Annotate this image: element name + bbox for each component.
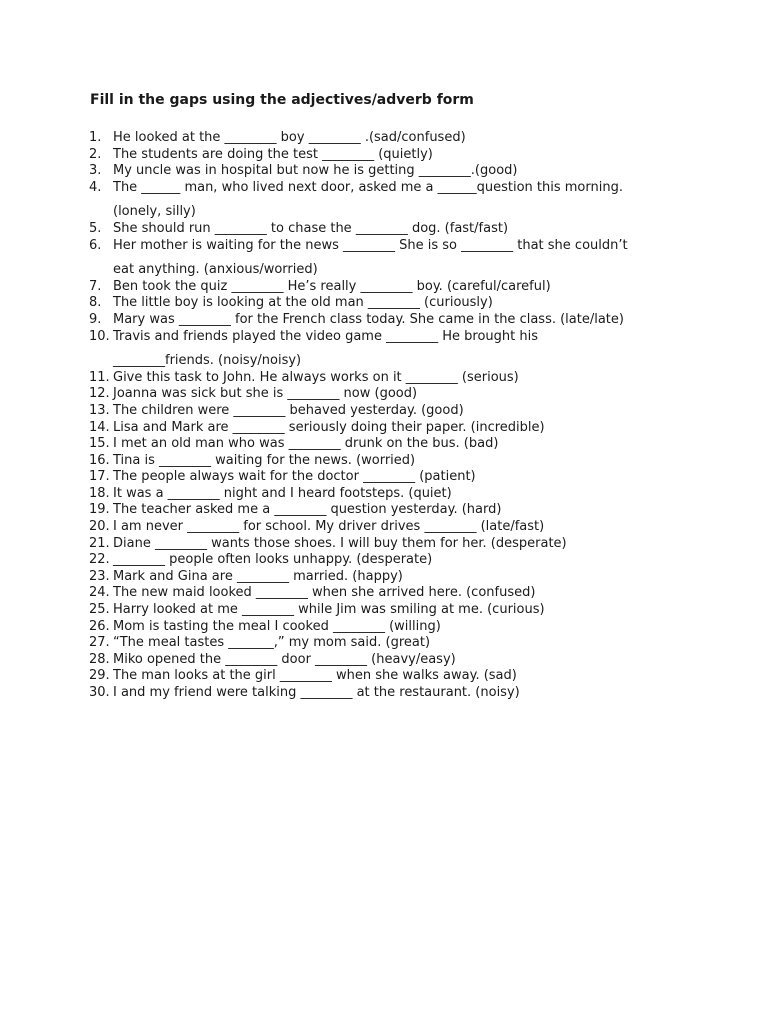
item-number: 22. <box>89 552 110 568</box>
item-number: 10. <box>89 328 110 344</box>
item-text: Joanna was sick but she is ________ now (good) <box>113 386 418 402</box>
list-item <box>89 469 689 486</box>
list-item <box>89 519 689 536</box>
item-text-continued: ________friends. (noisy/noisy) <box>113 353 302 369</box>
item-text: He looked at the ________ boy ________ .(sad/confused) <box>113 130 466 145</box>
item-text-wrapper <box>113 486 689 503</box>
list-item <box>89 420 689 437</box>
item-text: Give this task to John. He always works on it ________ (serious) <box>113 369 519 385</box>
item-number: 25. <box>89 602 110 618</box>
item-number: 13. <box>89 402 110 418</box>
item-text-wrapper <box>113 386 689 403</box>
item-text-wrapper <box>113 312 689 329</box>
list-item <box>89 619 689 636</box>
item-text: The teacher asked me a ________ question yesterday. (hard) <box>113 502 502 518</box>
item-text: Mom is tasting the meal I cooked ________ (willing) <box>113 618 441 634</box>
item-text: The students are doing the test ________ (quietly) <box>113 146 433 162</box>
list-item <box>89 147 689 164</box>
list-item <box>89 403 689 420</box>
list-item <box>89 486 689 503</box>
item-number: 17. <box>89 469 110 485</box>
item-text-wrapper <box>113 163 689 180</box>
item-text: The new maid looked ________ when she arrived here. (confused) <box>113 585 536 601</box>
list-item <box>89 238 689 279</box>
item-text-wrapper <box>113 469 689 486</box>
item-text: The little boy is looking at the old man ________ (curiously) <box>113 295 493 311</box>
item-text: Lisa and Mark are ________ seriously doing their paper. (incredible) <box>113 419 545 435</box>
item-text-wrapper <box>113 536 689 553</box>
item-number: 23. <box>89 568 110 584</box>
item-text-wrapper <box>113 238 689 279</box>
list-item <box>89 453 689 470</box>
item-number: 2. <box>89 146 102 162</box>
item-number: 12. <box>89 386 110 402</box>
list-item <box>89 502 689 519</box>
item-text: Ben took the quiz ________ He’s really ________ boy. (careful/careful) <box>113 278 551 294</box>
item-number: 26. <box>89 618 110 634</box>
list-item <box>89 585 689 602</box>
item-text: Mark and Gina are ________ married. (happy) <box>113 568 403 584</box>
item-number: 15. <box>89 436 110 452</box>
item-text-wrapper <box>113 180 689 221</box>
item-text: I and my friend were talking ________ at the restaurant. (noisy) <box>113 685 520 700</box>
list-item <box>89 279 689 296</box>
list-item <box>89 329 689 370</box>
item-number: 21. <box>89 535 110 551</box>
item-text-continued: eat anything. (anxious/worried) <box>113 262 318 278</box>
item-text-wrapper <box>113 453 689 470</box>
page-title: Fill in the gaps using the adjectives/adverb form <box>90 92 474 108</box>
list-item <box>89 652 689 669</box>
list-item <box>89 635 689 652</box>
item-text: Diane ________ wants those shoes. I will buy them for her. (desperate) <box>113 535 567 551</box>
list-item <box>89 180 689 221</box>
list-item <box>89 163 689 180</box>
item-text: Harry looked at me ________ while Jim was smiling at me. (curious) <box>113 602 545 618</box>
item-text: “The meal tastes _______,” my mom said. (great) <box>113 635 431 651</box>
item-number: 6. <box>89 237 102 253</box>
list-item <box>89 295 689 312</box>
item-text-wrapper <box>113 652 689 669</box>
list-item <box>89 668 689 685</box>
list-item <box>89 536 689 553</box>
item-text: The man looks at the girl ________ when she walks away. (sad) <box>113 668 517 684</box>
item-number: 4. <box>89 179 102 195</box>
item-text-wrapper <box>113 221 689 238</box>
item-text-wrapper <box>113 420 689 437</box>
item-text: Her mother is waiting for the news ________ She is so ________ that she couldn’t <box>113 237 628 253</box>
item-text-wrapper <box>113 279 689 296</box>
item-text: It was a ________ night and I heard footsteps. (quiet) <box>113 485 452 501</box>
item-text-wrapper <box>113 569 689 586</box>
list-item <box>89 569 689 586</box>
item-number: 28. <box>89 651 110 667</box>
item-number: 16. <box>89 452 110 468</box>
item-text: She should run ________ to chase the ________ dog. (fast/fast) <box>113 220 509 236</box>
list-item <box>89 221 689 238</box>
item-text: My uncle was in hospital but now he is getting ________.(good) <box>113 163 518 179</box>
list-item <box>89 436 689 453</box>
exercise-list <box>89 130 689 702</box>
item-text-wrapper <box>113 685 689 702</box>
list-item <box>89 130 689 147</box>
item-number: 11. <box>89 369 110 385</box>
list-item <box>89 370 689 387</box>
item-number: 18. <box>89 485 110 501</box>
item-text: I am never ________ for school. My driver drives ________ (late/fast) <box>113 519 545 535</box>
item-text-continued: (lonely, silly) <box>113 204 196 220</box>
list-item <box>89 386 689 403</box>
item-text-wrapper <box>113 552 689 569</box>
item-text: Tina is ________ waiting for the news. (worried) <box>113 452 416 468</box>
item-text-wrapper <box>113 519 689 536</box>
item-number: 5. <box>89 220 102 236</box>
item-text: The children were ________ behaved yesterday. (good) <box>113 402 464 418</box>
item-text-wrapper <box>113 130 689 147</box>
item-number: 29. <box>89 668 110 684</box>
list-item <box>89 602 689 619</box>
item-number: 1. <box>89 130 102 145</box>
item-text-wrapper <box>113 370 689 387</box>
item-number: 30. <box>89 685 110 700</box>
item-text-wrapper <box>113 585 689 602</box>
item-number: 27. <box>89 635 110 651</box>
item-text: ________ people often looks unhappy. (desperate) <box>113 552 433 568</box>
item-text-wrapper <box>113 602 689 619</box>
list-item <box>89 552 689 569</box>
item-number: 19. <box>89 502 110 518</box>
item-text: Travis and friends played the video game ________ He brought his <box>113 328 538 344</box>
item-text: Miko opened the ________ door ________ (heavy/easy) <box>113 651 456 667</box>
item-text-wrapper <box>113 635 689 652</box>
item-text-wrapper <box>113 403 689 420</box>
item-number: 8. <box>89 295 102 311</box>
item-text-wrapper <box>113 436 689 453</box>
item-text-wrapper <box>113 329 689 370</box>
item-text: The people always wait for the doctor ________ (patient) <box>113 469 476 485</box>
list-item <box>89 312 689 329</box>
item-number: 3. <box>89 163 102 179</box>
item-number: 9. <box>89 311 102 327</box>
item-text: The ______ man, who lived next door, asked me a ______question this morning. <box>113 179 623 195</box>
item-text-wrapper <box>113 295 689 312</box>
item-text-wrapper <box>113 502 689 519</box>
item-text-wrapper <box>113 147 689 164</box>
item-number: 20. <box>89 519 110 535</box>
item-text: I met an old man who was ________ drunk on the bus. (bad) <box>113 436 499 452</box>
item-number: 7. <box>89 278 102 294</box>
item-number: 24. <box>89 585 110 601</box>
item-text-wrapper <box>113 619 689 636</box>
list-item <box>89 685 689 702</box>
item-number: 14. <box>89 419 110 435</box>
item-text-wrapper <box>113 668 689 685</box>
item-text: Mary was ________ for the French class today. She came in the class. (late/late) <box>113 311 624 327</box>
